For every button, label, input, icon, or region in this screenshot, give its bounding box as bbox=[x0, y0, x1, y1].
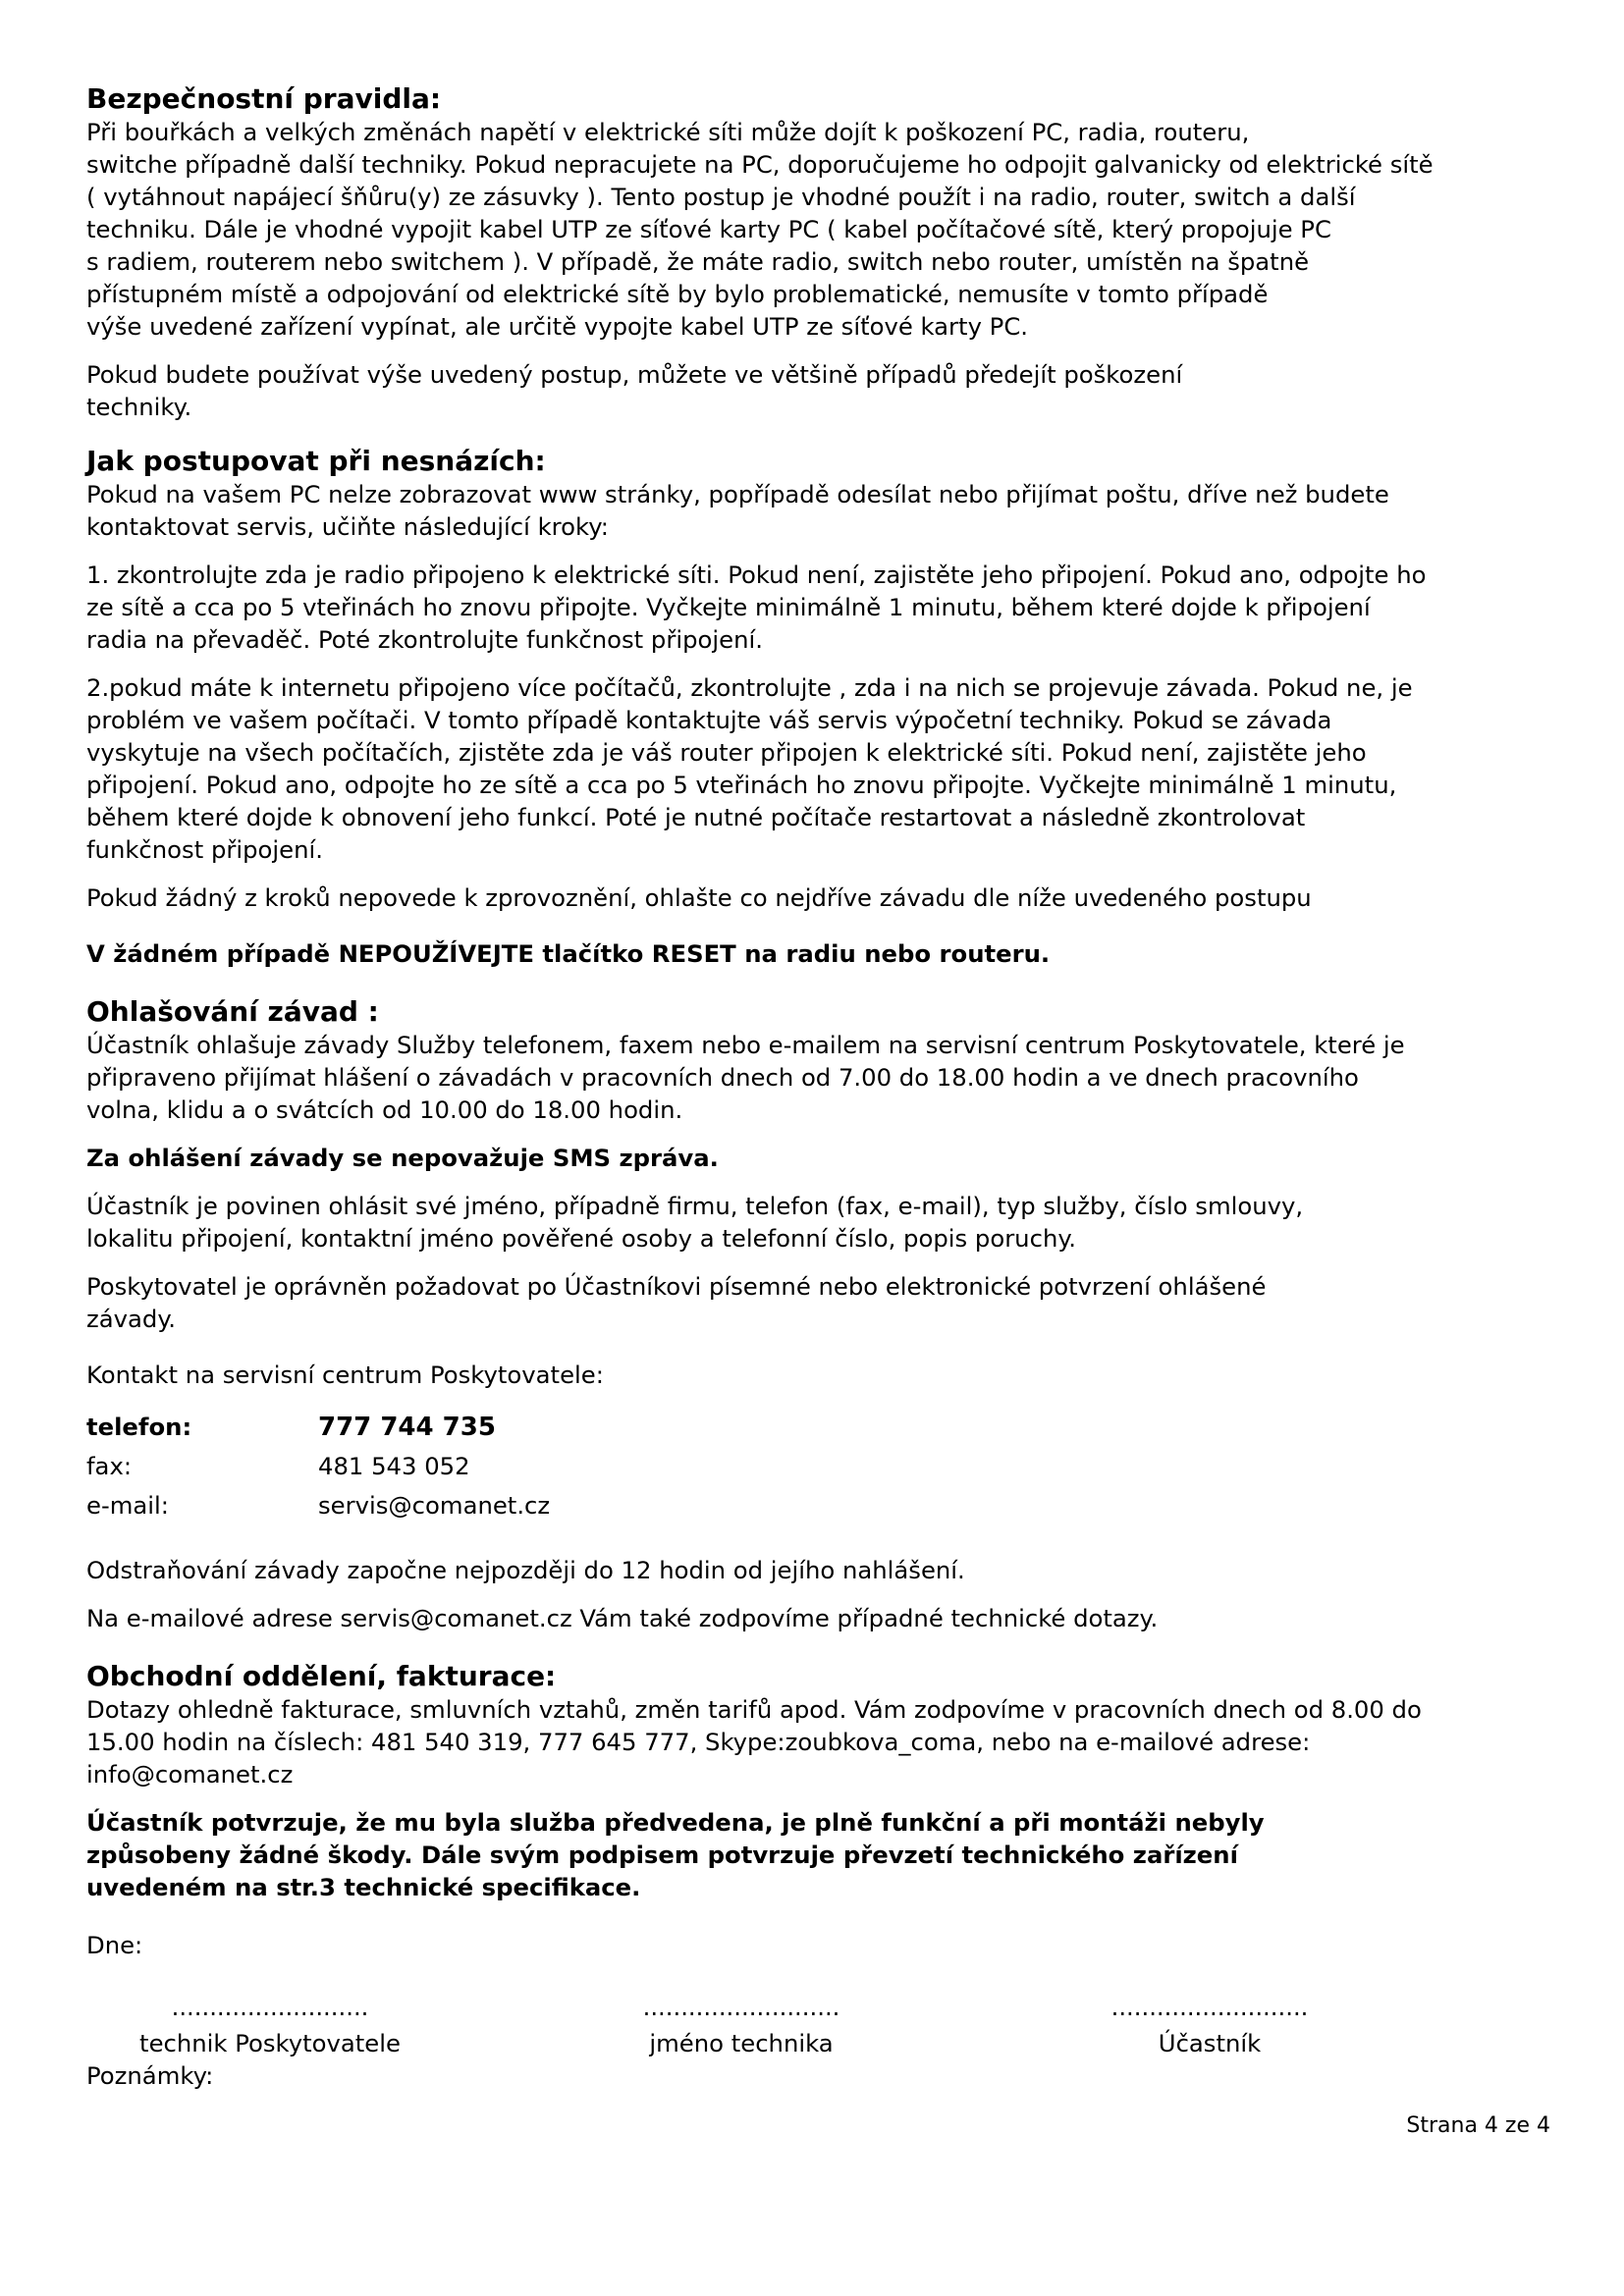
signature-line-technician: .......................... bbox=[171, 1993, 369, 2021]
reporting-confirmation: Poskytovatel je oprávněn požadovat po Účastníkovi písemné nebo elektronické potvrzení ohlášené závady. bbox=[86, 1272, 1267, 1333]
safety-paragraph-2: Pokud budete používat výše uvedený postup, můžete ve většině případů předejít poškození techniky. bbox=[86, 360, 1183, 421]
document-page bbox=[86, 82, 1490, 1961]
phone-value: 777 744 735 bbox=[318, 1413, 496, 1442]
section-heading-reporting: Ohlašování závad : bbox=[86, 995, 379, 1028]
repair-deadline: Odstraňování závady započne nejpozději do 12 hodin od jejího nahlášení. bbox=[86, 1556, 965, 1584]
signature-label-technician: technik Poskytovatele bbox=[139, 2029, 401, 2057]
troubleshooting-step-1: 1. zkontrolujte zda je radio připojeno k elektrické síti. Pokud není, zajistěte jeho připojení. Pokud ano, odpojte ho ze sítě a cca po 5 vteřinách ho znovu připojte. Vyčkejte minimálně 1 minutu, během které dojde k připojení radia na převaděč. Poté zkontrolujte funkčnost připojení. bbox=[86, 561, 1427, 654]
section-heading-safety: Bezpečnostní pravidla: bbox=[86, 82, 442, 115]
reporting-paragraph: Účastník ohlašuje závady Služby telefonem, faxem nebo e-mailem na servisní centrum Poskytovatele, které je připraveno přijímat hlášení o závadách v pracovních dnech od 7.00 do 18.00 hodin a ve dnech pracovního volna, klidu a o svátcích od 10.00 do 18.00 hodin. bbox=[86, 1031, 1405, 1124]
date-label: Dne: bbox=[86, 1931, 143, 1959]
technical-questions: Na e-mailové adrese servis@comanet.cz Vám také zodpovíme případné technické dotazy. bbox=[86, 1604, 1159, 1632]
signature-label-name: jméno technika bbox=[649, 2029, 834, 2057]
fax-label: fax: bbox=[86, 1452, 133, 1480]
signature-line-name: .......................... bbox=[642, 1993, 840, 2021]
email-label: e-mail: bbox=[86, 1491, 169, 1520]
email-value: servis@comanet.cz bbox=[318, 1491, 551, 1520]
contact-table bbox=[86, 1409, 1490, 1524]
section-heading-troubleshooting: Jak postupovat při nesnázích: bbox=[86, 445, 546, 477]
safety-paragraph: Při bouřkách a velkých změnách napětí v elektrické síti může dojít k poškození PC, radia, routeru, switche případně další techniky. Pokud nepracujete na PC, doporučujeme ho odpojit galvanicky od elektrické sítě ( vytáhnout napájecí šňůru(y) ze zásuvky ). Tento postup je vhodné použít i na radio, router, switch a další techniku. Dále je vhodné vypojit kabel UTP ze síťové karty PC ( kabel počítačové sítě, který propojuje PC s radiem, routerem nebo switchem ). V případě, že máte radio, switch nebo router, umístěn na špatně přístupném místě a odpojování od elektrické sítě by bylo problematické, nemusíte v tomto případě výše uvedené zařízení vypínat, ale určitě vypojte kabel UTP ze síťové karty PC. bbox=[86, 118, 1434, 341]
troubleshooting-final: Pokud žádný z kroků nepovede k zprovoznění, ohlašte co nejdříve závadu dle níže uvedeného postupu bbox=[86, 883, 1312, 912]
phone-label: telefon: bbox=[86, 1413, 192, 1441]
section-heading-billing: Obchodní oddělení, fakturace: bbox=[86, 1660, 557, 1692]
sms-notice: Za ohlášení závady se nepovažuje SMS zpráva. bbox=[86, 1144, 719, 1172]
troubleshooting-step-2: 2.pokud máte k internetu připojeno více počítačů, zkontrolujte , zda i na nich se projevuje závada. Pokud ne, je problém ve vašem počítači. V tomto případě kontaktujte váš servis výpočetní techniky. Pokud se závada vyskytuje na všech počítačích, zjistěte zda je váš router připojen k elektrické síti. Pokud není, zajistěte jeho připojení. Pokud ano, odpojte ho ze sítě a cca po 5 vteřinách ho znovu připojte. Vyčkejte minimálně 1 minutu, během které dojde k obnovení jeho funkcí. Poté je nutné počítače restartovat a následně zkontrolovat funkčnost připojení. bbox=[86, 673, 1413, 864]
fax-value: 481 543 052 bbox=[318, 1452, 470, 1480]
notes-label: Poznámky: bbox=[86, 2061, 214, 2090]
signature-label-customer: Účastník bbox=[1158, 2029, 1262, 2057]
reset-warning: V žádném případě NEPOUŽÍVEJTE tlačítko RESET na radiu nebo routeru. bbox=[86, 939, 1051, 968]
page-number: Strana 4 ze 4 bbox=[1406, 2113, 1550, 2138]
signature-line-customer: .......................... bbox=[1110, 1993, 1309, 2021]
billing-paragraph: Dotazy ohledně fakturace, smluvních vztahů, změn tarifů apod. Vám zodpovíme v pracovních dnech od 8.00 do 15.00 hodin na číslech: 481 540 319, 777 645 777, Skype:zoubkova_coma, nebo na e-mailové adrese: info@comanet.cz bbox=[86, 1695, 1422, 1789]
customer-confirmation: Účastník potvrzuje, že mu byla služba předvedena, je plně funkční a při montáži nebyly způsobeny žádné škody. Dále svým podpisem potvrzuje převzetí technického zařízení uvedeném na str.3 technické specifikace. bbox=[86, 1808, 1265, 1901]
contact-intro: Kontakt na servisní centrum Poskytovatele: bbox=[86, 1361, 604, 1389]
troubleshooting-intro: Pokud na vašem PC nelze zobrazovat www stránky, popřípadě odesílat nebo přijímat poštu, dříve než budete kontaktovat servis, učiňte následující kroky: bbox=[86, 480, 1389, 541]
reporting-requirements: Účastník je povinen ohlásit své jméno, případně firmu, telefon (fax, e-mail), typ služby, číslo smlouvy, lokalitu připojení, kontaktní jméno pověřené osoby a telefonní číslo, popis poruchy. bbox=[86, 1192, 1304, 1253]
